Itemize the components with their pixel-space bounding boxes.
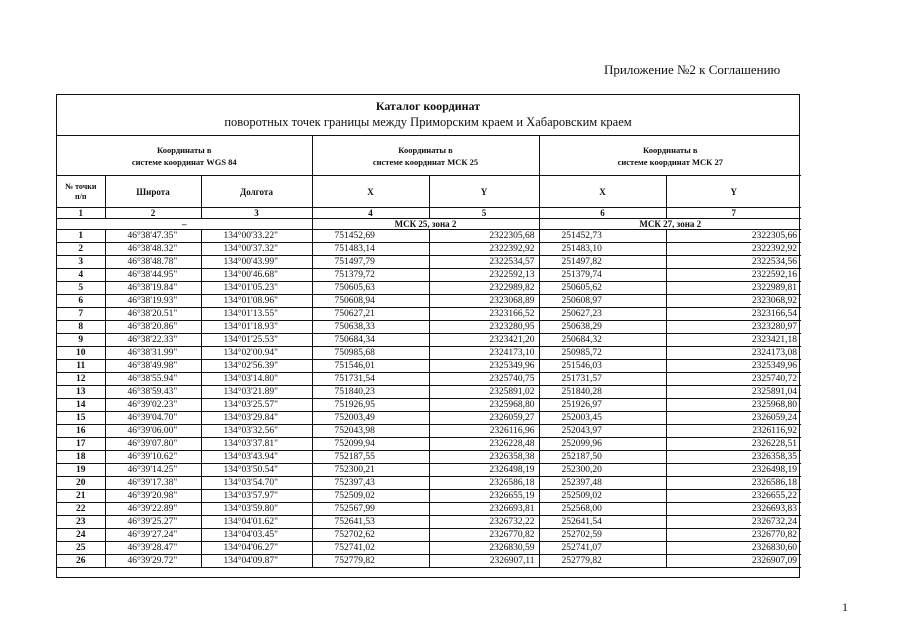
cell-point-number: 17 [57,438,105,451]
cell-latitude: 46°38'48.32" [105,243,201,256]
cell-point-number: 13 [57,386,105,399]
cell-y-msk25: 2326498,19 [429,464,539,477]
cell-x-msk27: 252187,50 [539,451,666,464]
cell-point-number: 12 [57,373,105,386]
cell-x-msk25: 751497,79 [312,256,429,269]
cell-point-number: 6 [57,295,105,308]
table-row [57,269,801,282]
cell-longitude: 134°00'46.68" [201,269,312,282]
cell-y-msk27: 2326228,51 [666,438,801,451]
cell-latitude: 46°38'49.98" [105,360,201,373]
cell-y-msk25: 2322392,92 [429,243,539,256]
cell-x-msk27: 252702,59 [539,529,666,542]
table-row [57,230,801,243]
cell-y-msk27: 2325740,72 [666,373,801,386]
table-row [57,438,801,451]
cell-point-number: 7 [57,308,105,321]
cell-point-number: 22 [57,503,105,516]
cell-longitude: 134°01'08.96" [201,295,312,308]
header-x-msk25: X [312,176,429,208]
column-number: 6 [539,208,666,219]
cell-longitude: 134°03'21.89" [201,386,312,399]
cell-y-msk25: 2323280,95 [429,321,539,334]
header-wgs84-line1: Координаты в [156,144,212,155]
cell-point-number: 10 [57,347,105,360]
zone-msk27: МСК 27, зона 2 [539,219,801,230]
cell-longitude: 134°03'25.57" [201,399,312,412]
cell-y-msk27: 2326059,24 [666,412,801,425]
cell-x-msk25: 752300,21 [312,464,429,477]
cell-latitude: 46°39'29.72" [105,555,201,568]
cell-x-msk25: 751483,14 [312,243,429,256]
cell-point-number: 18 [57,451,105,464]
cell-x-msk27: 251926,97 [539,399,666,412]
cell-longitude: 134°03'50.54" [201,464,312,477]
header-msk27 [539,136,801,176]
cell-x-msk27: 251731,57 [539,373,666,386]
header-row-columns [57,176,801,208]
cell-y-msk25: 2322989,82 [429,282,539,295]
cell-latitude: 46°39'17.38" [105,477,201,490]
cell-y-msk27: 2325349,96 [666,360,801,373]
cell-latitude: 46°39'14.25" [105,464,201,477]
cell-y-msk27: 2326732,24 [666,516,801,529]
cell-x-msk25: 752779,82 [312,555,429,568]
cell-x-msk25: 751926,95 [312,399,429,412]
table-row [57,516,801,529]
page-number: 1 [842,600,848,614]
cell-x-msk27: 252741,07 [539,542,666,555]
table-row [57,503,801,516]
cell-x-msk27: 252397,48 [539,477,666,490]
cell-point-number: 8 [57,321,105,334]
cell-y-msk27: 2325891,04 [666,386,801,399]
cell-longitude: 134°04'09.87" [201,555,312,568]
cell-x-msk27: 251452,73 [539,230,666,243]
cell-y-msk25: 2323166,52 [429,308,539,321]
cell-longitude: 134°00'43.99" [201,256,312,269]
cell-y-msk27: 2326358,35 [666,451,801,464]
cell-point-number: 26 [57,555,105,568]
cell-x-msk25: 752043,98 [312,425,429,438]
table-row [57,243,801,256]
cell-x-msk25: 751840,23 [312,386,429,399]
cell-latitude: 46°38'22.33" [105,334,201,347]
cell-y-msk27: 2326693,83 [666,503,801,516]
header-msk27-line2: системе координат МСК 27 [617,156,723,167]
table-row [57,386,801,399]
cell-x-msk27: 251546,03 [539,360,666,373]
cell-y-msk25: 2326116,96 [429,425,539,438]
cell-x-msk25: 750608,94 [312,295,429,308]
table-row [57,425,801,438]
cell-y-msk27: 2323280,97 [666,321,801,334]
column-number: 5 [429,208,539,219]
cell-y-msk27: 2323421,18 [666,334,801,347]
cell-y-msk27: 2322392,92 [666,243,801,256]
cell-y-msk25: 2325891,02 [429,386,539,399]
column-number: 3 [201,208,312,219]
cell-longitude: 134°00'33.22" [201,230,312,243]
cell-y-msk27: 2322592,16 [666,269,801,282]
cell-y-msk27: 2326830,60 [666,542,801,555]
table-row [57,412,801,425]
cell-point-number: 5 [57,282,105,295]
cell-point-number: 25 [57,542,105,555]
cell-latitude: 46°39'02.23" [105,399,201,412]
cell-x-msk27: 252568,00 [539,503,666,516]
cell-latitude: 46°39'22.89" [105,503,201,516]
cell-longitude: 134°03'29.84" [201,412,312,425]
header-point-number-line1: № точки [65,181,97,191]
cell-x-msk27: 250684,32 [539,334,666,347]
cell-y-msk27: 2326655,22 [666,490,801,503]
cell-x-msk25: 752741,02 [312,542,429,555]
cell-latitude: 46°39'28.47" [105,542,201,555]
cell-longitude: 134°03'54.70" [201,477,312,490]
cell-y-msk25: 2322592,13 [429,269,539,282]
cell-longitude: 134°04'01.62" [201,516,312,529]
cell-point-number: 4 [57,269,105,282]
cell-y-msk25: 2326693,81 [429,503,539,516]
cell-x-msk27: 252300,20 [539,464,666,477]
cell-latitude: 46°39'04.70" [105,412,201,425]
cell-latitude: 46°38'59.43" [105,386,201,399]
table-row [57,373,801,386]
header-wgs84-line2: системе координат WGS 84 [131,156,237,167]
cell-y-msk25: 2322305,68 [429,230,539,243]
table-row [57,477,801,490]
cell-y-msk27: 2322989,81 [666,282,801,295]
cell-x-msk27: 251497,82 [539,256,666,269]
cell-longitude: 134°04'06.27" [201,542,312,555]
cell-x-msk27: 250985,72 [539,347,666,360]
column-number: 7 [666,208,801,219]
column-number: 2 [105,208,201,219]
cell-point-number: 11 [57,360,105,373]
coordinates-table [57,136,801,568]
cell-y-msk27: 2323068,92 [666,295,801,308]
cell-x-msk25: 750627,21 [312,308,429,321]
cell-y-msk25: 2326830,59 [429,542,539,555]
cell-latitude: 46°38'19.93" [105,295,201,308]
cell-y-msk27: 2323166,54 [666,308,801,321]
header-row-systems [57,136,801,176]
header-longitude: Долгота [201,176,312,208]
appendix-label: Приложение №2 к Соглашению [604,62,781,77]
cell-y-msk25: 2326586,18 [429,477,539,490]
table-row [57,490,801,503]
cell-x-msk25: 752567,99 [312,503,429,516]
cell-x-msk27: 252043,97 [539,425,666,438]
cell-x-msk25: 752397,43 [312,477,429,490]
cell-latitude: 46°38'31.99" [105,347,201,360]
cell-longitude: 134°01'05.23" [201,282,312,295]
cell-latitude: 46°39'06.00" [105,425,201,438]
cell-longitude: 134°03'43.94" [201,451,312,464]
cell-longitude: 134°00'37.32" [201,243,312,256]
column-number: 4 [312,208,429,219]
cell-latitude: 46°38'19.84" [105,282,201,295]
cell-point-number: 9 [57,334,105,347]
cell-point-number: 20 [57,477,105,490]
table-row [57,360,801,373]
header-point-number-line2: п/п [75,191,87,201]
cell-point-number: 19 [57,464,105,477]
cell-y-msk25: 2324173,10 [429,347,539,360]
cell-longitude: 134°03'37.81" [201,438,312,451]
column-number: 1 [57,208,105,219]
cell-point-number: 21 [57,490,105,503]
cell-latitude: 46°39'07.80" [105,438,201,451]
cell-y-msk27: 2324173,08 [666,347,801,360]
header-msk25 [312,136,539,176]
header-y-msk27: Y [666,176,801,208]
cell-y-msk25: 2326655,19 [429,490,539,503]
cell-y-msk25: 2325740,75 [429,373,539,386]
header-point-number [57,176,105,208]
table-row [57,529,801,542]
table-row [57,347,801,360]
catalog-title: Каталог координат [375,99,481,113]
cell-x-msk25: 751379,72 [312,269,429,282]
cell-longitude: 134°01'25.53" [201,334,312,347]
table-row [57,308,801,321]
cell-latitude: 46°38'20.86" [105,321,201,334]
table-row [57,555,801,568]
cell-x-msk25: 752509,02 [312,490,429,503]
table-row [57,256,801,269]
cell-x-msk27: 250608,97 [539,295,666,308]
cell-latitude: 46°39'27.24" [105,529,201,542]
cell-x-msk27: 251379,74 [539,269,666,282]
cell-x-msk25: 752702,62 [312,529,429,542]
cell-point-number: 15 [57,412,105,425]
cell-y-msk25: 2325968,80 [429,399,539,412]
cell-y-msk27: 2322534,56 [666,256,801,269]
cell-longitude: 134°02'00.94" [201,347,312,360]
cell-y-msk27: 2326907,09 [666,555,801,568]
cell-longitude: 134°03'59.80" [201,503,312,516]
cell-longitude: 134°01'13.55" [201,308,312,321]
cell-point-number: 24 [57,529,105,542]
cell-point-number: 1 [57,230,105,243]
cell-latitude: 46°39'20.98" [105,490,201,503]
cell-x-msk25: 751546,01 [312,360,429,373]
cell-x-msk25: 752187,55 [312,451,429,464]
zone-wgs84-dash: – [57,219,312,230]
column-number-row [57,208,801,219]
cell-y-msk25: 2323421,20 [429,334,539,347]
cell-y-msk27: 2326586,18 [666,477,801,490]
table-row [57,282,801,295]
table-row [57,321,801,334]
cell-x-msk25: 750605,63 [312,282,429,295]
cell-latitude: 46°39'10.62" [105,451,201,464]
header-latitude: Широта [105,176,201,208]
table-row [57,464,801,477]
cell-latitude: 46°38'48.78" [105,256,201,269]
cell-x-msk25: 752641,53 [312,516,429,529]
cell-y-msk25: 2322534,57 [429,256,539,269]
cell-x-msk27: 252509,02 [539,490,666,503]
table-row [57,334,801,347]
cell-y-msk25: 2326228,48 [429,438,539,451]
cell-x-msk27: 251840,28 [539,386,666,399]
header-x-msk27: X [539,176,666,208]
cell-x-msk25: 750638,33 [312,321,429,334]
catalog-title-block [57,95,799,136]
cell-point-number: 2 [57,243,105,256]
cell-y-msk25: 2326059,27 [429,412,539,425]
table-row [57,451,801,464]
cell-y-msk27: 2325968,80 [666,399,801,412]
header-msk25-line1: Координаты в [398,144,453,155]
cell-x-msk27: 252779,82 [539,555,666,568]
header-msk25-line2: системе координат МСК 25 [372,156,479,167]
cell-point-number: 16 [57,425,105,438]
coordinates-table-body [57,230,801,568]
cell-x-msk27: 250627,23 [539,308,666,321]
catalog-subtitle: поворотных точек границы между Приморским краем и Хабаровским краем [224,115,632,129]
table-row [57,295,801,308]
cell-x-msk27: 251483,10 [539,243,666,256]
cell-y-msk25: 2326907,11 [429,555,539,568]
cell-x-msk27: 252641,54 [539,516,666,529]
cell-x-msk27: 252099,96 [539,438,666,451]
cell-y-msk25: 2323068,89 [429,295,539,308]
cell-y-msk25: 2326732,22 [429,516,539,529]
cell-longitude: 134°03'32.56" [201,425,312,438]
cell-latitude: 46°38'55.94" [105,373,201,386]
cell-latitude: 46°38'47.35" [105,230,201,243]
cell-x-msk25: 750684,34 [312,334,429,347]
cell-point-number: 14 [57,399,105,412]
cell-longitude: 134°03'57.97" [201,490,312,503]
cell-y-msk25: 2326770,82 [429,529,539,542]
cell-y-msk27: 2326116,92 [666,425,801,438]
cell-x-msk25: 751731,54 [312,373,429,386]
coordinate-catalog [56,94,800,578]
cell-x-msk27: 250638,29 [539,321,666,334]
cell-y-msk27: 2326498,19 [666,464,801,477]
cell-x-msk25: 750985,68 [312,347,429,360]
table-row [57,542,801,555]
cell-latitude: 46°38'20.51" [105,308,201,321]
cell-latitude: 46°39'25.27" [105,516,201,529]
zone-row [57,219,801,230]
header-y-msk25: Y [429,176,539,208]
header-msk27-line1: Координаты в [643,144,698,155]
cell-point-number: 23 [57,516,105,529]
cell-x-msk25: 752099,94 [312,438,429,451]
cell-longitude: 134°04'03.45" [201,529,312,542]
cell-y-msk27: 2326770,82 [666,529,801,542]
cell-y-msk25: 2325349,96 [429,360,539,373]
cell-longitude: 134°03'14.80" [201,373,312,386]
cell-longitude: 134°02'56.39" [201,360,312,373]
cell-x-msk27: 252003,45 [539,412,666,425]
cell-y-msk25: 2326358,38 [429,451,539,464]
cell-x-msk27: 250605,62 [539,282,666,295]
header-wgs84 [57,136,312,176]
cell-x-msk25: 751452,69 [312,230,429,243]
table-row [57,399,801,412]
cell-point-number: 3 [57,256,105,269]
cell-latitude: 46°38'44.95" [105,269,201,282]
cell-y-msk27: 2322305,66 [666,230,801,243]
cell-x-msk25: 752003,49 [312,412,429,425]
cell-longitude: 134°01'18.93" [201,321,312,334]
zone-msk25: МСК 25, зона 2 [312,219,539,230]
